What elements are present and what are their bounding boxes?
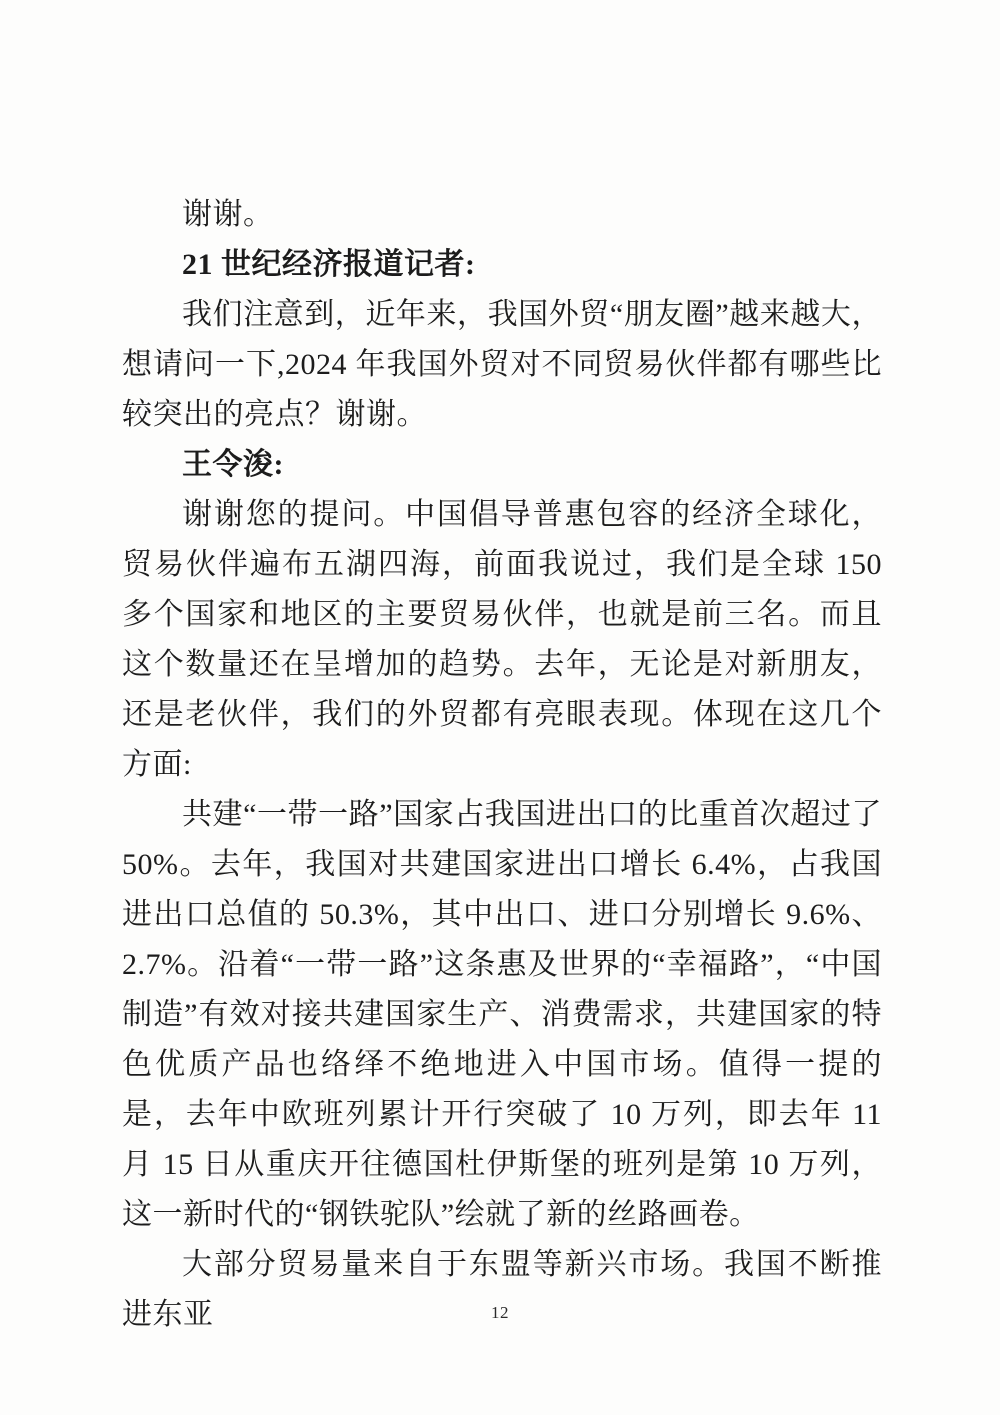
document-body	[122, 190, 882, 1340]
paragraph: 大部分贸易量来自于东盟等新兴市场。我国不断推进东亚	[122, 1248, 882, 1331]
page-number: 12	[491, 1303, 509, 1322]
paragraph: 谢谢您的提问。中国倡导普惠包容的经济全球化，贸易伙伴遍布五湖四海，前面我说过，我们是全球 150 多个国家和地区的主要贸易伙伴，也就是前三名。而且这个数量还在呈增加的趋势。去年，无论是对新朋友，还是老伙伴，我们的外贸都有亮眼表现。体现在这几个方面:	[122, 498, 882, 781]
paragraph: 谢谢。	[182, 198, 274, 231]
paragraph: 我们注意到，近年来，我国外贸“朋友圈”越来越大，想请问一下,2024 年我国外贸对不同贸易伙伴都有哪些比较突出的亮点？谢谢。	[122, 298, 882, 431]
speaker-heading: 王令浚:	[182, 448, 284, 481]
page-footer	[0, 1303, 1000, 1323]
speaker-heading: 21 世纪经济报道记者:	[182, 248, 476, 281]
paragraph: 共建“一带一路”国家占我国进出口的比重首次超过了 50%。去年，我国对共建国家进出口增长 6.4%，占我国进出口总值的 50.3%，其中出口、进口分别增长 9.6%、2.7%。沿着“一带一路”这条惠及世界的“幸福路”，“中国制造”有效对接共建国家生产、消费需求，共建国家的特色优质产品也络绎不绝地进入中国市场。值得一提的是，去年中欧班列累计开行突破了 10 万列，即去年 11 月 15 日从重庆开往德国杜伊斯堡的班列是第 10 万列，这一新时代的“钢铁驼队”绘就了新的丝路画卷。	[122, 798, 882, 1231]
